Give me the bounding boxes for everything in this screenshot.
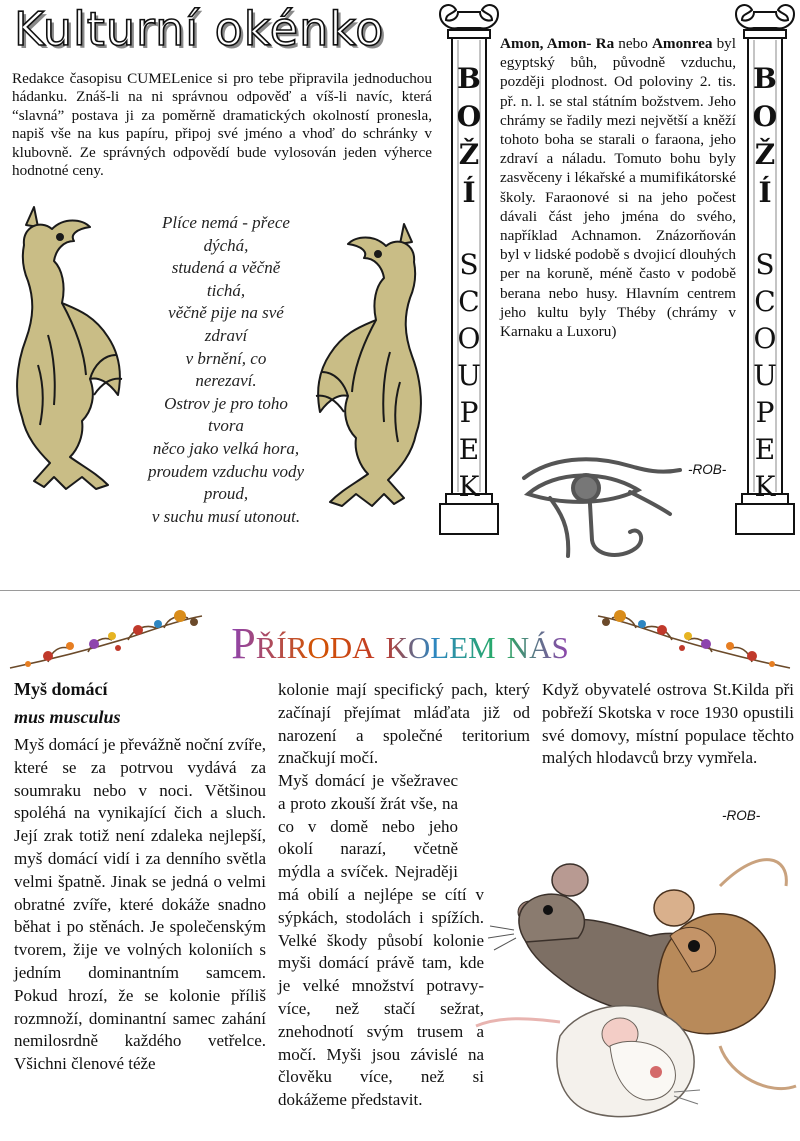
riddle-line: něco jako velká hora,: [152, 438, 300, 458]
culture-title: Kulturní okénko: [14, 2, 385, 56]
right-floral-ornament-icon: [596, 600, 792, 672]
column-letter: Ž: [458, 138, 480, 171]
riddle-line: tvora: [208, 416, 244, 436]
column-letter: Í: [462, 176, 476, 209]
column-letter: S: [459, 248, 479, 281]
riddle-line: v brnění, co: [185, 348, 267, 368]
nature-banner-title: [200, 612, 600, 672]
riddle-line: tichá,: [206, 280, 246, 300]
riddle-line: v suchu musí utonout.: [151, 506, 301, 526]
column-letter: O: [752, 100, 778, 133]
left-dragon-illustration: [4, 205, 130, 505]
nature-signature: -ROB-: [722, 808, 761, 823]
riddle-line: Plíce nemá - přece: [162, 213, 290, 232]
white-mouse: [476, 1006, 700, 1117]
column-letter: K: [754, 470, 776, 503]
column-letter: E: [458, 433, 480, 466]
riddle-line: nerezaví.: [195, 371, 257, 391]
section-divider: [0, 590, 800, 591]
riddle-poem: [120, 212, 332, 528]
riddle-line: věčně pije na své: [168, 303, 284, 323]
article-subtitle: mus musculus: [14, 707, 121, 727]
column-letter: B: [753, 62, 777, 95]
riddle-line: studená a věčně: [171, 258, 281, 278]
left-floral-ornament-icon: [8, 600, 204, 672]
column-letter: E: [754, 433, 776, 466]
column-letter: B: [457, 62, 481, 95]
amon-body: byl egyptský bůh, původně vzduchu, později plodnost. Od poloviny 2. tis. př. n. l. se stal státním božstvem. Jeho chrámy se řadily mezi největší a kněží tohoto boha se starali o faraona, jeho zdraví a náladu. Tomuto bohu byly zasvěceny i lékařské a mumifikátorské školy. Faraonové si na jeho počest dávali část jeho jména do svého, například Achnamon. Znázorňován byl v lidské podobě s dvojicí dlouhých per na koruně, méně často v podobě berana nebo husy. Hlavním centrem jeho kultu byly Théby (chrámy v Karnaku a Luxoru): [500, 35, 736, 341]
culture-intro: Redakce časopisu CUMELenice si pro tebe připravila jednoduchou hádanku. Znáš-li na ni správnou odpověď a víš-li navíc, která “slavná” postava ji za poměrně dramatických okolností pronesla, napiš vše na kus papíru, připoj své jméno a vhoď do schránky v klubovně. Ze správných odpovědí bude vylosován jeden výherce hodnotné ceny.: [12, 70, 432, 180]
column-letter: Í: [758, 176, 772, 209]
column-letter: S: [755, 248, 775, 281]
column-letter: C: [458, 285, 480, 318]
nature-banner-text: Příroda kolem nás: [231, 619, 569, 668]
riddle-line: proudem vzduchu vody: [147, 461, 305, 481]
article-title: Myš domácí: [14, 679, 108, 699]
riddle-line: zdraví: [204, 325, 248, 345]
article-column-2a: kolonie mají specifický pach, který začínají přejímat mláďata již od narození a společné teritorium značkují močí.: [278, 680, 530, 768]
column-letter: U: [753, 359, 777, 392]
article-column-1: Myš domácí je převážně noční zvíře, které se za potrvou vydává za soumraku nebo v noci. Většinou spoléhá na vynikající čich a sluch. Její zrak totiž není zdaleka nejlepší, myš domácí vidí i za denního světla velmi špatně. Jinak se jedná o velmi obratné zvíře, které dokáže snadno běhat i po stěnách. Je společenským tvorem, žije ve volných koloniích s jedním dominantním samcem. Pokud hrozí, že se kolonie příliš rozmnoží, dominantní samec zahání nemilosrdně každého vetřelce. Všichni členové téže: [14, 735, 266, 1074]
column-letter: P: [459, 396, 479, 429]
amon-lead-sep: nebo: [614, 35, 652, 52]
amon-article: [500, 34, 736, 341]
amon-lead-2: Amonrea: [651, 35, 713, 52]
riddle-line: Ostrov je pro toho: [164, 393, 288, 413]
gods-signature: -ROB-: [688, 462, 727, 477]
amon-lead-1: Amon, Amon- Ra: [500, 35, 615, 52]
riddle-line: proud,: [203, 484, 249, 504]
mice-illustration: [470, 846, 800, 1136]
column-letter: O: [456, 100, 482, 133]
column-letter: P: [755, 396, 775, 429]
column-letter: O: [753, 322, 777, 355]
column-letter: U: [457, 359, 481, 392]
column-letter: K: [458, 470, 480, 503]
riddle-line: dýchá,: [203, 235, 249, 255]
article-column-3: Když obyvatelé ostrova St.Kilda při pobřeží Skotska v roce 1930 opustili své domovy, místní populace těchto malých hlodavců brzy vymřela.: [542, 680, 794, 768]
article-column-2b-text: Myš domácí je všežravec a proto zkouší žrát vše, na co v domě nebo jeho okolí narazí, včetně mýdla a svíček. Nejraději má obilí a nejlépe se cítí v sýpkách, stodolách i spížích. Velké škody působí kolonie myši domácí právě tam, kde je velké množství potravy- více, než stačí sežrat, znehodnotí svým trusem a močí. Myši jsou závislé na člověku více, než si dokážeme představit.: [278, 771, 484, 1110]
column-letter: Ž: [754, 138, 776, 171]
column-letter: O: [457, 322, 481, 355]
eye-of-horus-icon: [520, 452, 686, 564]
column-letter: C: [754, 285, 776, 318]
